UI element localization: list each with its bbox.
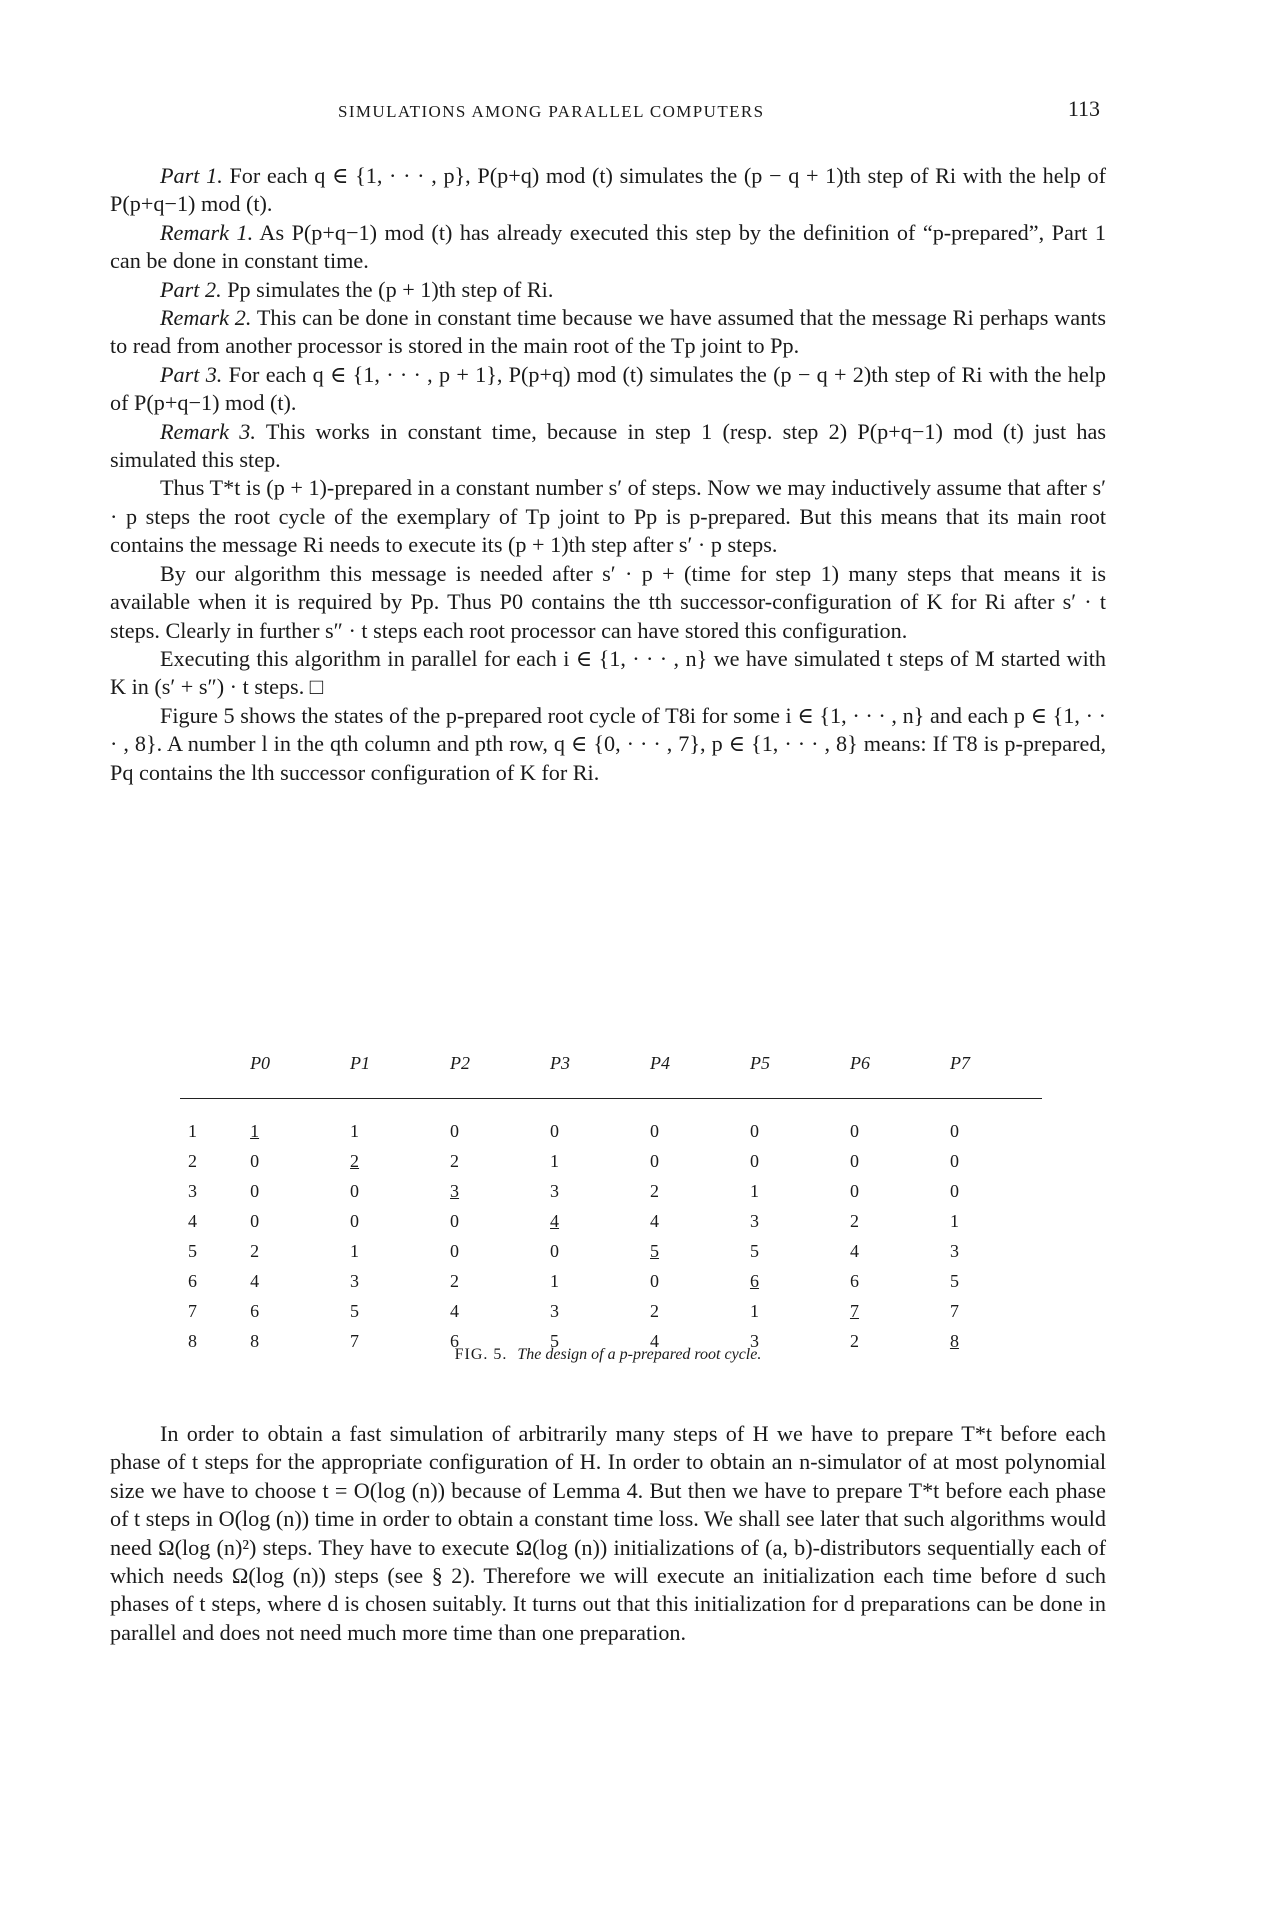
remark-1-text: As P(p+q−1) mod (t) has already executed this step by the definition of “p-prepared”, Part 1 can be done in constant time. <box>110 219 1106 274</box>
table-cell: 3 <box>949 1240 959 1261</box>
executing-paragraph: Executing this algorithm in parallel for each i ∈ {1, · · · , n} we have simulated t steps of M started with K in (s′ + s″) · t steps. □ <box>110 645 1106 700</box>
table-cell: 6 <box>450 1330 460 1351</box>
table-cell: 1 <box>749 1300 759 1321</box>
table-cell: 0 <box>949 1120 959 1141</box>
body-text-bottom <box>110 1420 1106 1647</box>
table-cell: 0 <box>849 1120 859 1141</box>
table-cell: 0 <box>650 1120 659 1141</box>
table-cell: 2 <box>450 1150 460 1171</box>
table-cell: 6 <box>250 1300 260 1321</box>
column-header: P6 <box>842 1052 942 1099</box>
table-cell: 0 <box>250 1180 260 1201</box>
table-cell: 0 <box>550 1120 560 1141</box>
remark-2-label: Remark 2. <box>160 305 252 331</box>
row-label: 1 <box>188 1120 197 1141</box>
table-cell: 0 <box>550 1240 560 1261</box>
caption-title: The design of a p-prepared root cycle. <box>517 1346 762 1363</box>
row-label: 2 <box>188 1150 197 1171</box>
table-cell: 0 <box>350 1210 360 1231</box>
table-cell: 1 <box>949 1210 959 1231</box>
table-cell: 7 <box>849 1300 859 1321</box>
figure-5-table <box>180 1052 1042 1356</box>
body-text-top <box>110 162 1106 787</box>
table-cell: 7 <box>949 1300 959 1321</box>
table-cell: 5 <box>650 1240 659 1261</box>
table-cell: 3 <box>350 1270 360 1291</box>
row-label: 5 <box>188 1240 197 1261</box>
table-cell: 4 <box>550 1210 560 1231</box>
table-cell: 5 <box>350 1300 360 1321</box>
column-header: P5 <box>742 1052 842 1099</box>
table-cell: 5 <box>949 1270 959 1291</box>
part-2-label: Part 2. <box>160 276 222 302</box>
table-cell: 0 <box>849 1180 859 1201</box>
table-cell: 3 <box>450 1180 460 1201</box>
table-cell: 6 <box>749 1270 759 1291</box>
table-cell: 2 <box>849 1330 859 1351</box>
table-row <box>180 1176 1042 1206</box>
table-cell: 2 <box>250 1240 260 1261</box>
table-cell: 0 <box>749 1150 759 1171</box>
table-cell: 0 <box>749 1120 759 1141</box>
thus-paragraph: Thus T*t is (p + 1)-prepared in a constant number s′ of steps. Now we may inductively assume that after s′ · p steps the root cycle of the exemplary of Tp joint to Pp is p-prepared. But this means that its main root contains the message Ri needs to execute its (p + 1)th step after s′ · p steps. <box>110 475 1106 558</box>
running-head: SIMULATIONS AMONG PARALLEL COMPUTERS <box>338 102 765 121</box>
part-3-paragraph <box>110 361 1106 418</box>
closing-paragraph: In order to obtain a fast simulation of arbitrarily many steps of H we have to prepare T*t before each phase of t steps for the appropriate configuration of H. In order to obtain an n-simulator of at most polynomial size we have to choose t = O(log (n)) because of Lemma 4. But then we have to prepare T*t before each phase of t steps in O(log (n)) time in order to obtain a constant time loss. We shall see later that such algorithms would need Ω(log (n)²) steps. They have to execute Ω(log (n)) initializations of (a, b)-distributors sequentially each of which needs Ω(log (n)) steps (see § 2). Therefore we will execute an initialization each time before d such phases of t steps, where d is chosen suitably. It turns out that this initialization for d preparations can be done in parallel and does not need much more time than one preparation. <box>110 1421 1106 1645</box>
column-header: P0 <box>242 1052 342 1099</box>
table-cell: 4 <box>650 1330 659 1351</box>
table-cell: 0 <box>650 1270 659 1291</box>
column-header: P4 <box>642 1052 742 1099</box>
table-cell: 4 <box>849 1240 859 1261</box>
part-3-label: Part 3. <box>160 361 223 387</box>
table-cell: 6 <box>849 1270 859 1291</box>
figure-5-caption <box>110 1346 1106 1364</box>
table-row <box>180 1266 1042 1296</box>
remark-2-paragraph <box>110 304 1106 361</box>
table-cell: 4 <box>250 1270 260 1291</box>
table-cell: 8 <box>250 1330 260 1351</box>
row-label: 3 <box>188 1180 197 1201</box>
table-row <box>180 1146 1042 1176</box>
column-header: P3 <box>542 1052 642 1099</box>
table-cell: 2 <box>650 1180 659 1201</box>
table-cell: 5 <box>749 1240 759 1261</box>
table-cell: 3 <box>749 1210 759 1231</box>
table-row <box>180 1099 1042 1147</box>
remark-3-paragraph <box>110 418 1106 475</box>
table-cell: 1 <box>350 1120 360 1141</box>
figure-5-header-row <box>180 1052 1042 1099</box>
row-label-header <box>180 1052 242 1099</box>
page-header <box>110 96 1100 126</box>
table-cell: 2 <box>350 1150 360 1171</box>
part-1-label: Part 1. <box>160 163 223 188</box>
part-1-text: For each q ∈ {1, · · · , p}, P(p+q) mod (t) simulates the (p − q + 1)th step of Ri with the help of P(p+q−1) mod (t). <box>110 163 1107 217</box>
column-header: P2 <box>442 1052 542 1099</box>
table-cell: 2 <box>650 1300 659 1321</box>
part-2-text: Pp simulates the (p + 1)th step of Ri. <box>227 276 554 302</box>
table-cell: 0 <box>350 1180 360 1201</box>
column-header: P1 <box>342 1052 442 1099</box>
table-cell: 3 <box>550 1300 560 1321</box>
table-cell: 0 <box>450 1120 460 1141</box>
part-3-text: For each q ∈ {1, · · · , p + 1}, P(p+q) mod (t) simulates the (p − q + 2)th step of Ri with the help of P(p+q−1) mod (t). <box>110 361 1107 416</box>
table-cell: 0 <box>250 1210 260 1231</box>
table-cell: 0 <box>650 1150 659 1171</box>
table-cell: 5 <box>550 1330 560 1351</box>
table-cell: 1 <box>749 1180 759 1201</box>
table-row <box>180 1236 1042 1266</box>
table-cell: 1 <box>550 1150 560 1171</box>
part-2-paragraph <box>110 276 1106 304</box>
figure-5-description-paragraph: Figure 5 shows the states of the p-prepared root cycle of T8i for some i ∈ {1, · · · , n} and each p ∈ {1, · · · , 8}. A number l in the qth column and pth row, q ∈ {0, · · · , 7}, p ∈ {1, · · · , 8} means: If T8 is p-prepared, Pq contains the lth successor configuration of K for Ri. <box>110 702 1106 785</box>
remark-3-text: This works in constant time, because in step 1 (resp. step 2) P(p+q−1) mod (t) just has simulated this step. <box>110 418 1106 473</box>
remark-1-paragraph <box>110 219 1106 276</box>
table-cell: 1 <box>350 1240 360 1261</box>
table-cell: 0 <box>849 1150 859 1171</box>
table-cell: 2 <box>849 1210 859 1231</box>
table-cell: 4 <box>650 1210 659 1231</box>
table-cell: 2 <box>450 1270 460 1291</box>
table-cell: 0 <box>949 1150 959 1171</box>
table-cell: 0 <box>450 1240 460 1261</box>
table-cell: 7 <box>350 1330 360 1351</box>
row-label: 7 <box>188 1300 197 1321</box>
table-cell: 0 <box>949 1180 959 1201</box>
table-cell: 1 <box>250 1120 260 1141</box>
page-number: 113 <box>1067 96 1100 121</box>
column-header: P7 <box>942 1052 1042 1099</box>
caption-label: FIG. 5. <box>454 1346 508 1363</box>
table-cell: 1 <box>550 1270 560 1291</box>
table-row <box>180 1296 1042 1326</box>
table-cell: 4 <box>450 1300 460 1321</box>
table-row <box>180 1206 1042 1236</box>
table-cell: 0 <box>250 1150 260 1171</box>
remark-2-text: This can be done in constant time because we have assumed that the message Ri perhaps wants to read from another processor is stored in the main root of the Tp joint to Pp. <box>110 305 1106 359</box>
remark-3-label: Remark 3. <box>160 418 256 444</box>
table-cell: 3 <box>749 1330 759 1351</box>
table-cell: 0 <box>450 1210 460 1231</box>
remark-1-label: Remark 1. <box>160 219 254 245</box>
row-label: 8 <box>188 1330 197 1351</box>
row-label: 6 <box>188 1270 197 1291</box>
table-cell: 8 <box>949 1330 959 1351</box>
by-our-algorithm-paragraph: By our algorithm this message is needed after s′ · p + (time for step 1) many steps that means it is available when it is required by Pp. Thus P0 contains the tth successor-configuration of K for Ri after s′ · t steps. Clearly in further s″ · t steps each root processor can have stored this configuration. <box>110 560 1106 643</box>
part-1-paragraph <box>110 162 1106 219</box>
row-label: 4 <box>188 1210 197 1231</box>
table-cell: 3 <box>550 1180 560 1201</box>
